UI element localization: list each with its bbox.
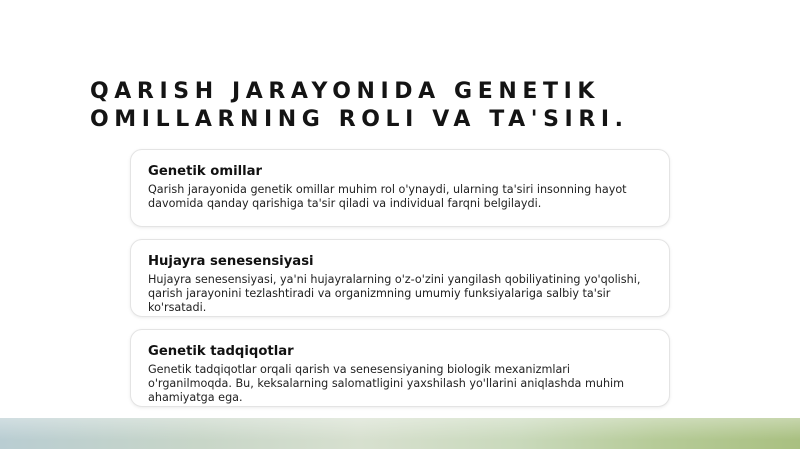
card-heading: Genetik tadqiqotlar (148, 344, 294, 359)
card-heading: Genetik omillar (148, 164, 263, 179)
card-heading: Hujayra senesensiyasi (148, 254, 314, 269)
info-card-list (130, 149, 670, 419)
card-text: Qarish jarayonida genetik omillar muhim rol o'ynaydi, ularning ta'siri insonning hayot davomida qanday qarishiga ta'sir qiladi va individual farqni belgilaydi. (148, 183, 627, 210)
decorative-footer-band (0, 418, 800, 449)
slide-title-line-1: QARISH JARAYONIDA GENETIK (90, 79, 601, 104)
card-text: Genetik tadqiqotlar orqali qarish va senesensiyaning biologik mexanizmlari o'rganilmoqda. Bu, keksalarning salomatligini yaxshilash yo'llarini aniqlashda muhim ahamiyatga ega. (148, 363, 625, 404)
info-card-cell-senescence (130, 239, 670, 317)
card-text: Hujayra senesensiyasi, ya'ni hujayralarning o'z-o'zini yangilash qobiliyatining yo'qolishi, qarish jarayonini tezlashtiradi va organizmning umumiy funksiyalariga salbiy ta'sir ko'rsatadi. (148, 273, 641, 314)
slide-title-line-2: OMILLARNING ROLI VA TA'SIRI. (90, 107, 629, 132)
info-card-genetic-research (130, 329, 670, 407)
slide-title (90, 78, 730, 134)
info-card-genetic-factors (130, 149, 670, 227)
